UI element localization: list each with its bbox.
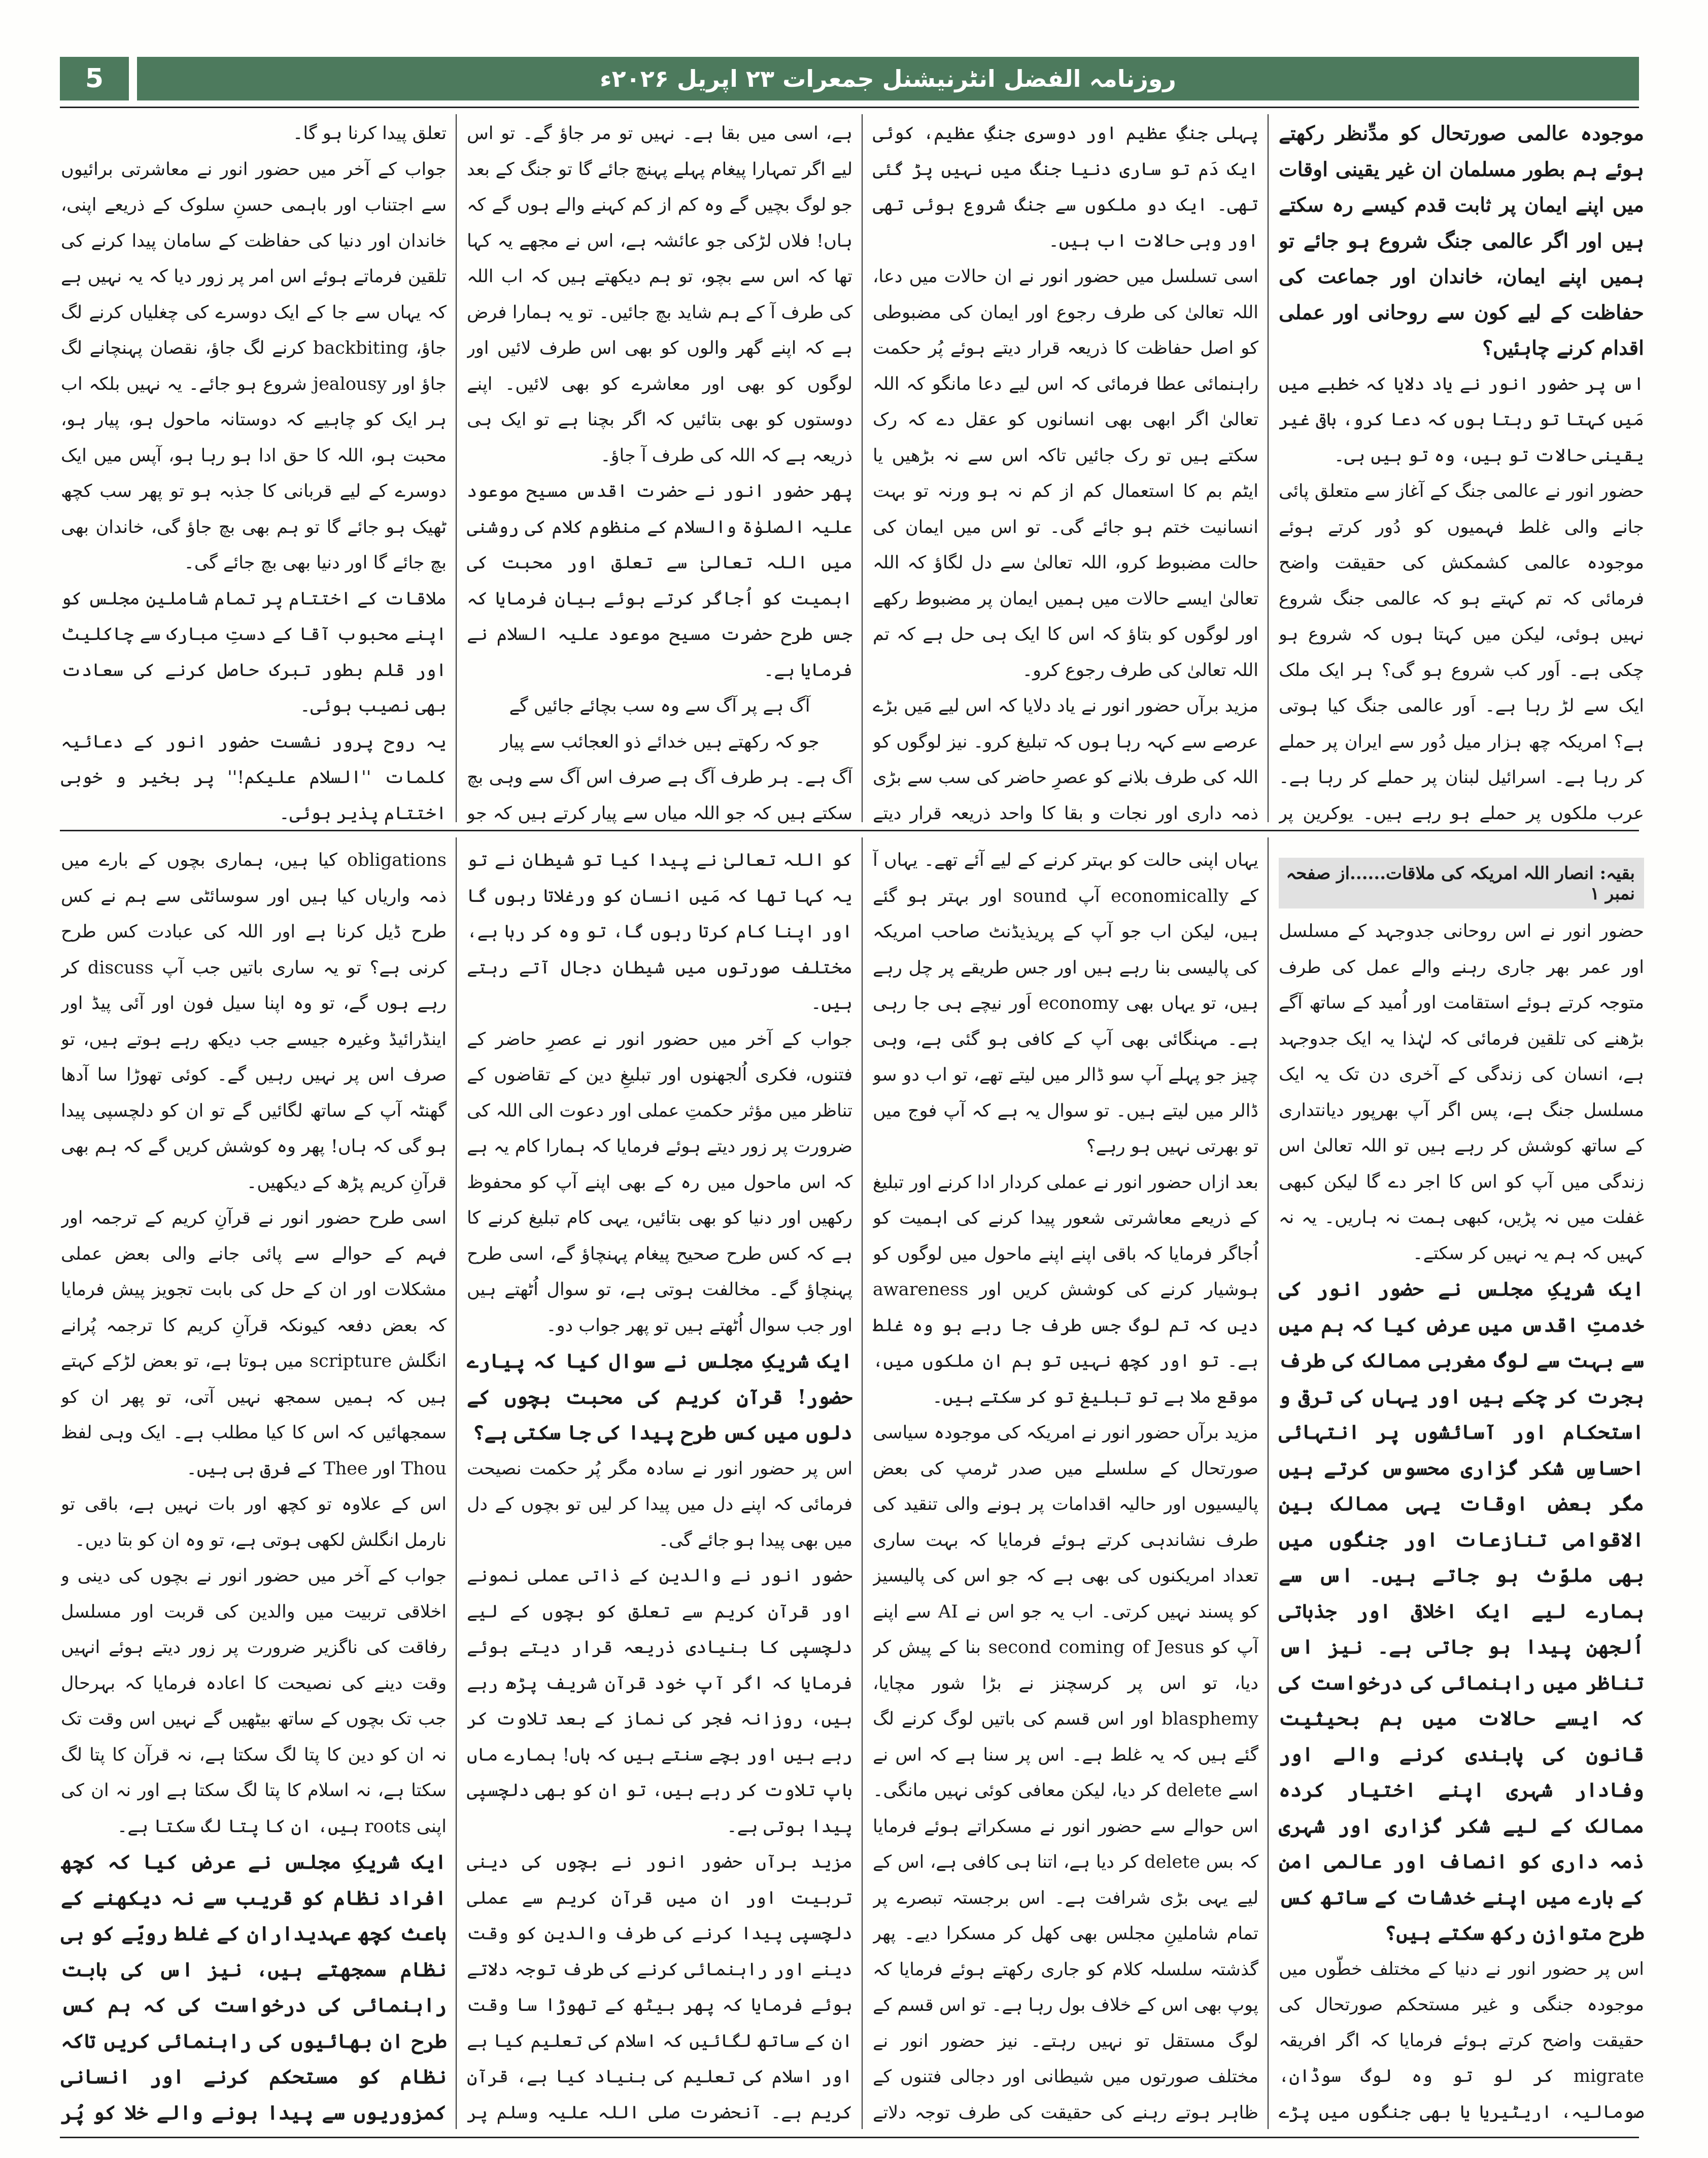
- question-heading: ایک شریکِ مجلس نے حضور انور کی خدمتِ اقدس میں عرض کیا کہ ہم میں سے بہت سے لوگ مغربی ممالک کی طرف ہجرت کر چکے ہیں اور یہاں کی ترقی و استحکام اور آسائشوں پر انتہائی احساسِ شکر گزاری محسوس کرتے ہیں مگر بعض اوقات یہی ممالک بین الاقوامی تنازعات اور جنگوں میں بھی ملوّث ہو جاتے ہیں۔ اس سے ہمارے لیے ایک اخلاقی اور جذباتی اُلجھن پیدا ہو جاتی ہے۔ نیز اس تناظر میں راہنمائی کی درخواست کی کہ ایسے حالات میں ہم بحیثیت قانون کی پابندی کرنے والے اور وفادار شہری اپنے اختیار کردہ ممالک کے لیے شکر گزاری اور شہری ذمہ داری کو انصاف اور عالمی امن کے بارے میں اپنے خدشات کے ساتھ کس طرح متوازن رکھ سکتے ہیں؟: [1279, 1277, 1644, 1945]
- paragraph: ملاقات کے اختتام پر تمام شاملینِ مجلس کو اپنے محبوب آقا کے دستِ مبارک سے چاکلیٹ اور قلم بطور تبرک حاصل کرنے کی سعادت بھی نصیب ہوئی۔: [61, 588, 447, 716]
- question-heading: ایک شریکِ مجلس نے سوال کیا کہ پیارے حضور! قرآنِ کریم کی محبت بچوں کے دلوں میں کس طرح پیدا کی جا سکتی ہے؟: [467, 1350, 852, 1444]
- column-divider: [456, 114, 457, 822]
- column-divider: [456, 837, 457, 2129]
- paragraph: یہ روح پرور نشست حضور انور کے دعائیہ کلمات ''السلام علیکم!'' پر بخیر و خوبی اختتام پذیر ہوئی۔: [61, 731, 447, 824]
- paragraph: obligations کیا ہیں، ہماری بچوں کے بارے میں ذمہ واریاں کیا ہیں اور سوسائٹی سے ہم نے کس طرح ڈیل کرنا ہے اور اللہ کی عبادت کس طرح کرنی ہے؟ تو یہ ساری باتیں جب آپ discuss کر رہے ہوں گے، تو وہ اپنا سیل فون اور آئی پیڈ اور اینڈرائیڈ وغیرہ جیسے جب دیکھ رہے ہوتے ہیں، تو صرف اس پر نہیں رہیں گے۔ کوئی تھوڑا سا آدھا گھنٹہ آپ کے ساتھ لگائیں گے تو ان کو دلچسپی پیدا ہو گی کہ ہاں! پھر وہ کوشش کریں گے کہ ہم بھی قرآنِ کریم پڑھ کے دیکھیں۔: [61, 850, 447, 1193]
- paragraph: حضور انور نے والدین کے ذاتی عملی نمونے اور قرآنِ کریم سے تعلق کو بچوں کے لیے دلچسپی کا بنیادی ذریعہ قرار دیتے ہوئے فرمایا کہ اگر آپ خود قرآن شریف پڑھ رہے ہیں، روزانہ فجر کی نماز کے بعد تلاوت کر رہے ہیں اور بچے سنتے ہیں کہ ہاں! ہمارے ماں باپ تلاوت کر رہے ہیں، تو ان کو بھی دلچسپی پیدا ہوتی ہے۔: [467, 1566, 852, 1837]
- paragraph: کو اللہ تعالیٰ نے پیدا کیا تو شیطان نے تو یہ کہا تھا کہ مَیں انسان کو ورغلاتا رہوں گا اور اپنا کام کرتا رہوں گا، تو وہ کر رہا ہے، مختلف صورتوں میں شیطان دجال آتے رہتے ہیں۔: [467, 850, 852, 1014]
- poem-verse: آگ ہے پر آگ سے وہ سب بچائے جائیں گے: [509, 696, 810, 716]
- continuation-banner: [1279, 858, 1644, 908]
- paragraph: پہلی جنگِ عظیم اور دوسری جنگِ عظیم، کوئی ایک دَم تو ساری دنیا جنگ میں نہیں پڑ گئی تھی۔ ایک دو ملکوں سے جنگ شروع ہوئی تھی اور وہی حالات اب ہیں۔: [873, 123, 1258, 251]
- paragraph: اسی تسلسل میں حضور انور نے ان حالات میں دعا، اللہ تعالیٰ کی طرف رجوع اور ایمان کی مضبوطی کو اصل حفاظت کا ذریعہ قرار دیتے ہوئے پُر حکمت راہنمائی عطا فرمائی کہ اس لیے دعا مانگو کہ اللہ تعالیٰ اگر ابھی بھی انسانوں کو عقل دے کہ رک سکتے ہیں تو رک جائیں تاکہ اس سے نہ بڑھیں یا ایٹم بم کا استعمال کم از کم نہ ہو ورنہ تو بہت انسانیت ختم ہو جائے گی۔ تو اس میں ایمان کی حالت مضبوط کرو، اللہ تعالیٰ سے دل لگاؤ کہ اللہ تعالیٰ ایسے حالات میں ہمیں ایمان پر مضبوط رکھے اور لوگوں کو بتاؤ کہ اس کا ایک ہی حل ہے کہ تم اللہ تعالیٰ کی طرف رجوع کرو۔: [873, 266, 1258, 681]
- paragraph: بعد ازاں حضور انور نے عملی کردار ادا کرنے اور تبلیغ کے ذریعے معاشرتی شعور پیدا کرنے کی اہمیت کو اُجاگر فرمایا کہ باقی اپنے اپنے ماحول میں لوگوں کو ہوشیار کرنے کی کوشش کریں اور awareness دیں کہ تم لوگ جس طرف جا رہے ہو وہ غلط ہے۔ تو اور کچھ نہیں تو ہم ان ملکوں میں، موقع ملا ہے تو تبلیغ تو کر سکتے ہیں۔: [873, 1172, 1258, 1407]
- top-column-2: [873, 116, 1258, 826]
- top-column-1: [1279, 116, 1644, 826]
- section-divider: [60, 830, 1639, 831]
- continuation-label: بقیہ: انصار اللہ امریکہ کی ملاقات......از صفحہ نمبر ۱: [1286, 863, 1635, 904]
- bottom-column-4: [61, 842, 447, 2132]
- paragraph: مزید برآں حضور انور نے امریکہ کی موجودہ سیاسی صورتحال کے سلسلے میں صدر ٹرمپ کی بعض پالیسیوں اور حالیہ اقدامات پر ہونے والی تنقید کی طرف نشاندہی کرتے ہوئے فرمایا کہ بہت ساری تعداد امریکنوں کی بھی ہے کہ جو اس کی پالیسیز کو پسند نہیں کرتی۔ اب یہ جو اس نے AI سے اپنے آپ کو second coming of Jesus بنا کے پیش کر دیا، تو اس پر کرسچنز نے بڑا شور مچایا، blasphemy اور اس قسم کی باتیں لوگ کرنے لگ گئے ہیں کہ یہ غلط ہے۔ اس پر سنا ہے کہ اس نے اسے delete کر دیا، لیکن معافی کوئی نہیں مانگی۔ اس حوالے سے حضور انور نے مسکراتے ہوئے فرمایا کہ بس delete کر دیا ہے، اتنا ہی کافی ہے، اس کے لیے یہی بڑی شرافت ہے۔ اس برجستہ تبصرے پر تمام شاملینِ مجلس بھی کھل کر مسکرا دیے۔ پھر گذشتہ سلسلہ کلام کو جاری رکھتے ہوئے فرمایا کہ پوپ بھی اس کے خلاف بول رہا ہے۔ تو اس قسم کے لوگ مستقل تو نہیں رہتے۔ نیز حضور انور نے مختلف صورتوں میں شیطانی اور دجالی فتنوں کے ظاہر ہوتے رہنے کی حقیقت کی طرف توجہ دلاتے: [873, 1423, 1258, 2123]
- column-divider: [1268, 114, 1269, 822]
- paragraph: یہاں اپنی حالت کو بہتر کرنے کے لیے آئے تھے۔ یہاں آ کے economically آپ sound اور بہتر ہو گئے ہیں، لیکن اب جو آپ کے پریذیڈنٹ صاحب امریکہ کی پالیسی بنا رہے ہیں اور جس طریقے پر چل رہے ہیں، تو یہاں بھی economy اَور نیچے ہی جا رہی ہے۔ مہنگائی بھی آپ کے کافی ہو گئی ہے، وہی چیز جو پہلے آپ سو ڈالر میں لیتے تھے، تو اب دو سو ڈالر میں لیتے ہیں۔ تو سوال یہ ہے کہ آپ فوج میں تو بھرتی نہیں ہو رہے؟: [873, 850, 1258, 1157]
- paragraph: اس پر حضور انور نے دنیا کے مختلف خطّوں میں موجودہ جنگی و غیر مستحکم صورتحال کی حقیقت واضح کرتے ہوئے فرمایا کہ اگر افریقہ migrate کر لو تو وہ لوگ سوڈان، صومالیہ، اریٹیریا یا بھی جنگوں میں پڑے: [1279, 1959, 1644, 2122]
- top-column-4: [61, 116, 447, 826]
- bottom-column-3: [467, 842, 852, 2132]
- paragraph: جواب کے آخر میں حضور انور نے بچوں کی دینی و اخلاقی تربیت میں والدین کی قربت اور مسلسل رفاقت کی ناگزیر ضرورت پر زور دیتے ہوئے انہیں وقت دینے کی نصیحت کا اعادہ فرمایا کہ بہرحال جب تک بچوں کے ساتھ بیٹھیں گے نہیں اس وقت تک نہ ان کو دین کا پتا لگ سکتا ہے، نہ قرآن کا پتا لگ سکتا ہے، نہ اسلام کا پتا لگ سکتا ہے اور نہ ان کی اپنی roots ہیں، ان کا پتا لگ سکتا ہے۔: [61, 1566, 447, 1837]
- masthead-title: روزنامہ الفضل انٹرنیشنل جمعرات ۲۳ اپریل ۲۰۲۶ء: [600, 65, 1176, 92]
- paragraph: جواب کے آخر میں حضور انور نے عصرِ حاضر کے فتنوں، فکری اُلجھنوں اور تبلیغِ دین کے تقاضوں کے تناظر میں مؤثر حکمتِ عملی اور دعوت الی اللہ کی ضرورت پر زور دیتے ہوئے فرمایا کہ ہمارا کام یہ ہے کہ اس ماحول میں رہ کے بھی اپنے آپ کو محفوظ رکھیں اور دنیا کو بھی بتائیں، یہی کام تبلیغ کرنے کا ہے کہ کس طرح صحیح پیغام پہنچاؤ گے، اسی طرح پہنچاؤ گے۔ مخالفت ہوتی ہے، تو سوال اُٹھتے ہیں اور جب سوال اُٹھتے ہیں تو پھر جواب دو۔: [467, 1029, 852, 1336]
- question-heading: موجودہ عالمی صورتحال کو مدِّنظر رکھتے ہوئے ہم بطور مسلمان ان غیر یقینی اوقات میں اپنے ایمان پر ثابت قدم کیسے رہ سکتے ہیں اور اگر عالمی جنگ شروع ہو جائے تو ہمیں اپنے ایمان، خاندان اور جماعت کی حفاظت کے لیے کون سے روحانی اور عملی اقدام کرنے چاہئیں؟: [1279, 122, 1644, 360]
- paragraph: مزید برآں حضور انور نے یاد دلایا کہ اس لیے مَیں بڑے عرصے سے کہہ رہا ہوں کہ تبلیغ کرو۔ نیز لوگوں کو اللہ کی طرف بلانے کو عصرِ حاضر کی سب سے بڑی ذمہ داری اور نجات و بقا کا واحد ذریعہ قرار دیتے: [873, 696, 1258, 824]
- question-heading: ایک شریکِ مجلس نے عرض کیا کہ کچھ افراد نظام کو قریب سے نہ دیکھنے کے باعث کچھ عہدیداران کے غلط رویّے کو ہی نظام سمجھتے ہیں، نیز اس کی بابت راہنمائی کی درخواست کی کہ ہم کس طرح ان بھائیوں کی راہنمائی کریں تاکہ نظام کو مستحکم کرنے اور انسانی کمزوریوں سے پیدا ہونے والے خلا کو پُر: [61, 1850, 447, 2125]
- paragraph: جواب کے آخر میں حضور انور نے معاشرتی برائیوں سے اجتناب اور باہمی حسنِ سلوک کے ذریعے اپنی، خاندان اور دنیا کی حفاظت کے سامان پیدا کرنے کی تلقین فرماتے ہوئے اس امر پر زور دیا کہ یہ نہیں ہے کہ یہاں سے جا کے ایک دوسرے کی چغلیاں کرنے لگ جاؤ، backbiting کرنے لگ جاؤ، نقصان پہنچانے لگ جاؤ اور jealousy شروع ہو جائے۔ یہ نہیں بلکہ اب ہر ایک کو چاہیے کہ دوستانہ ماحول ہو، پیار ہو، محبت ہو، اللہ کا حق ادا ہو رہا ہو، آپس میں ایک دوسرے کے لیے قربانی کا جذبہ ہو تو پھر سب کچھ ٹھیک ہو جائے گا تو ہم بھی بچ جاؤ گی، خاندان بھی بچ جائے گا اور دنیا بھی بچ جائے گی۔: [61, 159, 447, 573]
- paragraph: پھر حضور انور نے حضرت اقدس مسیح موعود علیہ الصلوٰۃ والسلام کے منظوم کلام کی روشنی میں اللہ تعالیٰ سے تعلق اور محبت کی اہمیت کو اُجاگر کرتے ہوئے بیان فرمایا کہ جس طرح حضرت مسیح موعود علیہ السلام نے فرمایا ہے۔: [467, 481, 852, 681]
- top-rule: [60, 107, 1639, 108]
- paragraph: اس پر حضور انور نے یاد دلایا کہ خطبے میں مَیں کہتا تو رہتا ہوں کہ دعا کرو، باقی غیر یقینی حالات تو ہیں، وہ تو ہیں ہی۔: [1279, 374, 1644, 466]
- paragraph: اس پر حضور انور نے سادہ مگر پُر حکمت نصیحت فرمائی کہ اپنے دل میں پیدا کر لیں تو بچوں کے دل میں بھی پیدا ہو جائے گی۔: [467, 1458, 852, 1550]
- paragraph: مزید برآں حضور انور نے بچوں کی دینی تربیت اور ان میں قرآنِ کریم سے عملی دلچسپی پیدا کرنے کی طرف والدین کو وقت دینے اور راہنمائی کرنے کی طرف توجہ دلاتے ہوئے فرمایا کہ پھر بیٹھ کے تھوڑا سا وقت ان کے ساتھ لگائیں کہ اسلام کی تعلیم کیا ہے اور اسلام کی تعلیم کی بنیاد کیا ہے، قرآنِ کریم ہے۔ آنحضرت صلی اللہ علیہ وسلم پر: [467, 1852, 852, 2123]
- paragraph: آگ ہے۔ ہر طرف آگ ہے صرف اس آگ سے وہی بچ سکتے ہیں کہ جو اللہ میاں سے پیار کرتے ہیں کہ جو: [467, 767, 852, 824]
- page-number: 5: [60, 57, 129, 100]
- paragraph: اسی طرح حضور انور نے قرآنِ کریم کے ترجمہ اور فہم کے حوالے سے پائی جانے والی بعض عملی مشکلات اور ان کے حل کی بابت تجویز پیش فرمایا کہ بعض دفعہ کیونکہ قرآنِ کریم کا ترجمہ پُرانے انگلش scripture میں ہوتا ہے، تو بعض لڑکے کہتے ہیں کہ ہمیں سمجھ نہیں آتی، تو پھر ان کو سمجھائیں کہ اس کا کیا مطلب ہے۔ ایک وہی لفظ Thou اور Thee کے فرق ہی ہیں۔: [61, 1208, 447, 1479]
- poem-verse: جو کہ رکھتے ہیں خدائے ذو العجائب سے پیار: [500, 731, 819, 752]
- bottom-rule: [60, 2137, 1639, 2138]
- paragraph: اس کے علاوہ تو کچھ اور بات نہیں ہے، باقی تو نارمل انگلش لکھی ہوتی ہے، تو وہ ان کو بتا دیں۔: [61, 1494, 447, 1550]
- paragraph: ہے، اسی میں بقا ہے۔ نہیں تو مر جاؤ گے۔ تو اس لیے اگر تمہارا پیغام پہلے پہنچ جائے گا تو جنگ کے بعد جو لوگ بچیں گے وہ کم از کم کہنے والے ہوں گے کہ ہاں! فلاں لڑکی جو عائشہ ہے، اس نے مجھے یہ کہا تھا کہ اس سے بچو، تو ہم دیکھتے ہیں کہ اب اللہ کی طرف آ کے ہم شاید بچ جائیں۔ تو یہ ہمارا فرض ہے کہ اپنے گھر والوں کو بھی اس طرف لائیں اور لوگوں کو بھی اور معاشرے کو بھی لائیں۔ اپنے دوستوں کو بھی بتائیں کہ اگر بچنا ہے تو ایک ہی ذریعہ ہے کہ اللہ کی طرف آ جاؤ۔: [467, 123, 852, 466]
- paragraph: حضور انور نے اس روحانی جدوجہد کے مسلسل اور عمر بھر جاری رہنے والے عمل کی طرف متوجہ کرتے ہوئے استقامت اور اُمید کے ساتھ آگے بڑھنے کی تلقین فرمائی کہ لہٰذا یہ ایک جدوجہد ہے، انسان کی زندگی کے آخری دن تک یہ ایک مسلسل جنگ ہے، پس اگر آپ بھرپور دیانتداری کے ساتھ کوشش کر رہے ہیں تو اللہ تعالیٰ اس زندگی میں آپ کو اس کا اجر دے گا لیکن کبھی غفلت میں نہ پڑیں، کبھی ہمت نہ ہاریں۔ یہ نہ کہیں کہ ہم یہ نہیں کر سکتے۔: [1279, 921, 1644, 1264]
- paragraph: حضور انور نے عالمی جنگ کے آغاز سے متعلق پائی جانے والی غلط فہمیوں کو دُور کرتے ہوئے موجودہ عالمی کشمکش کی حقیقت واضح فرمائی کہ تم کہتے ہو کہ عالمی جنگ شروع نہیں ہوئی، لیکن میں کہتا ہوں کہ شروع ہو چکی ہے۔ اَور کب شروع ہو گی؟ ہر ایک ملک ایک سے لڑ رہا ہے۔ اَور عالمی جنگ کیا ہوتی ہے؟ امریکہ چھ ہزار میل دُور سے ایران پر حملے کر رہا ہے۔ اسرائیل لبنان پر حملے کر رہا ہے۔ عرب ملکوں پر حملے ہو رہے ہیں۔ یوکرین پر: [1279, 481, 1644, 824]
- top-column-3: [467, 116, 852, 826]
- bottom-column-2: [873, 842, 1258, 2132]
- column-divider: [862, 114, 863, 822]
- bottom-column-1: [1279, 914, 1644, 2132]
- masthead-bar: [137, 57, 1639, 100]
- column-divider: [1268, 837, 1269, 2129]
- paragraph: تعلق پیدا کرنا ہو گا۔: [292, 123, 447, 144]
- column-divider: [862, 837, 863, 2129]
